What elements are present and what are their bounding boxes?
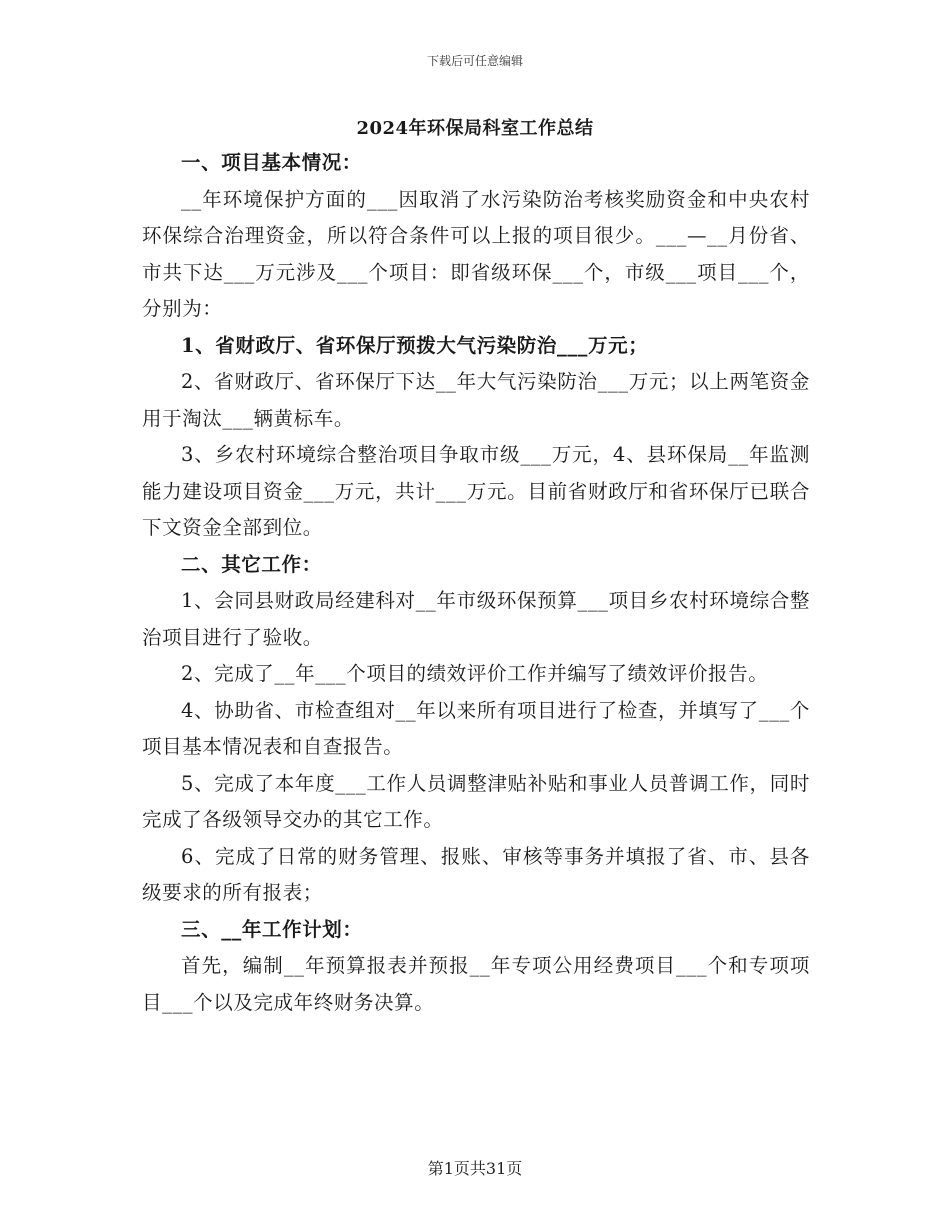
- list-item-2-6: 6、完成了日常的财务管理、报账、审核等事务并填报了省、市、县各级要求的所有报表；: [142, 844, 810, 904]
- document-body: [142, 145, 810, 1021]
- section-heading-2: 二、其它工作：: [181, 552, 322, 576]
- page-number-footer: 第1页共31页: [427, 1159, 523, 1178]
- list-item-2-1: 1、会同县财政局经建科对__年市级环保预算___项目乡农村环境综合整治项目进行了验收。: [142, 589, 810, 649]
- paragraph-project-overview: __年环境保护方面的___因取消了水污染防治考核奖励资金和中央农村环保综合治理资金，所以符合条件可以上报的项目很少。___—__月份省、市共下达___万元涉及___个项目：即省级环保___个，市级___项目___个，分别为：: [142, 187, 810, 320]
- document-title: 2024年环保局科室工作总结: [356, 118, 594, 139]
- paragraph-work-plan: 首先，编制__年预算报表并预报__年专项公用经费项目___个和专项项目___个以及完成年终财务决算。: [142, 954, 810, 1014]
- list-item-2-5: 5、完成了本年度___工作人员调整津贴补贴和事业人员普调工作，同时完成了各级领导交办的其它工作。: [142, 771, 810, 831]
- list-item-2-2: 2、完成了__年___个项目的绩效评价工作并编写了绩效评价报告。: [181, 662, 769, 685]
- header-note: 下载后可任意编辑: [426, 54, 523, 68]
- list-item-1-2: 2、省财政厅、省环保厅下达__年大气污染防治___万元；以上两笔资金用于淘汰___辆黄标车。: [142, 370, 810, 430]
- section-heading-3: 三、__年工作计划：: [181, 917, 363, 941]
- section-heading-1: 一、项目基本情况：: [181, 151, 362, 174]
- list-item-1-3: 3、乡农村环境综合整治项目争取市级___万元，4、县环保局__年监测能力建设项目资金___万元，共计___万元。目前省财政厅和省环保厅已联合下文资金全部到位。: [142, 443, 810, 539]
- list-item-1-1: 1、省财政厅、省环保厅预拨大气污染防治___万元；: [181, 333, 649, 357]
- list-item-2-4: 4、协助省、市检查组对__年以来所有项目进行了检查，并填写了___个项目基本情况表和自查报告。: [142, 698, 810, 758]
